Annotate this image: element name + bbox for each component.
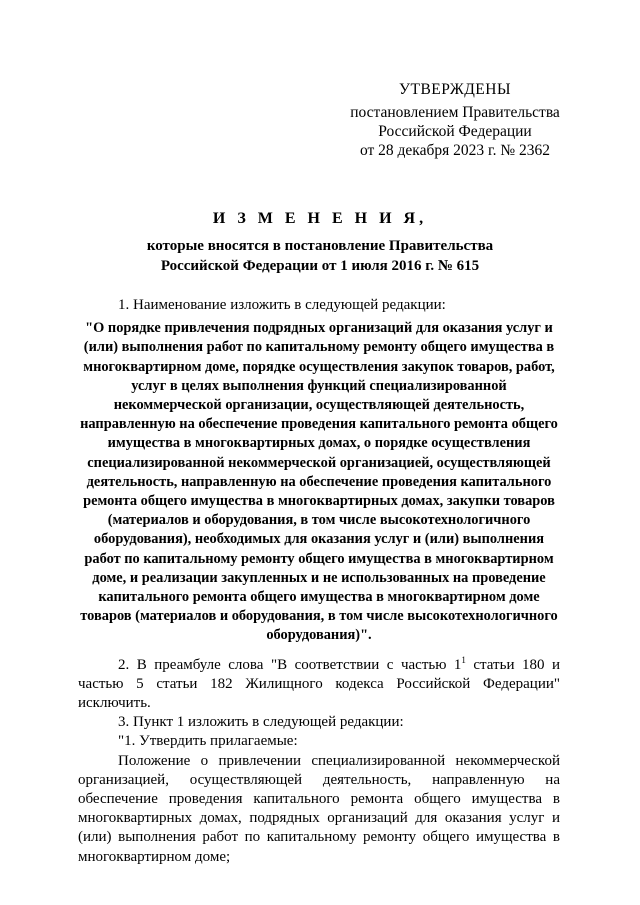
approval-line-2: Российской Федерации bbox=[378, 123, 532, 140]
item-3-quote-start: "1. Утвердить прилагаемые: bbox=[118, 733, 298, 750]
item-2 bbox=[78, 656, 560, 714]
approval-word: УТВЕРЖДЕНЫ bbox=[399, 81, 511, 98]
document-body bbox=[78, 296, 560, 867]
item-2-superscript: 1 bbox=[461, 654, 466, 665]
approval-line-1: постановлением Правительства bbox=[350, 104, 560, 121]
item-2-text-b: статьи 180 и частью 5 статьи 182 Жилищного кодекса Российской Федерации" исключить. bbox=[78, 656, 560, 712]
item-3: 3. Пункт 1 изложить в следующей редакции: bbox=[118, 714, 404, 731]
approval-block bbox=[340, 80, 570, 160]
item-1: 1. Наименование изложить в следующей редакции: bbox=[118, 297, 446, 313]
approval-line-3: от 28 декабря 2023 г. № 2362 bbox=[359, 142, 551, 159]
heading-subtitle-1: которые вносятся в постановление Правительства bbox=[146, 238, 494, 254]
item-3-regulation: Положение о привлечении специализированной некоммерческой организацией, осуществляющей деятельность, направленную на обеспечение проведения капитального ремонта общего имущества в многоквартирных домах, подрядных организаций для оказания услуг и (или) выполнения работ по капитальному ремонту общего имущества в многоквартирном доме; bbox=[78, 752, 560, 865]
item-1-quote: "О порядке привлечения подрядных организаций для оказания услуг и (или) выполнения работ по капитальному ремонту общего имущества в многоквартирном доме, порядке осуществления закупок товаров, работ, услуг в целях выполнения функций специализированной некоммерческой организации, осуществляющей деятельность, направленную на обеспечение проведения капитального ремонта общего имущества в многоквартирных домах, о порядке осуществления специализированной некоммерческой организацией, осуществляющей деятельность, направленную на обеспечение проведения капитального ремонта общего имущества в многоквартирных домах, закупки товаров (материалов и оборудования, в том числе высокотехнологичного оборудования), необходимых для оказания услуг и (или) выполнения работ по капитальному ремонту общего имущества в многоквартирном доме, и реализации закупленных и не использованных на проведение капитального ремонта общего имущества в многоквартирном доме товаров (материалов и оборудования, в том числе высокотехнологичного оборудования)". bbox=[80, 320, 558, 644]
item-2-text-a: 2. В преамбуле слова "В соответствии с частью 1 bbox=[118, 656, 462, 673]
heading-title: И З М Е Н Е Н И Я, bbox=[212, 210, 428, 227]
heading-subtitle-2: Российской Федерации от 1 июля 2016 г. № 615 bbox=[160, 258, 480, 274]
document-heading bbox=[60, 210, 580, 276]
